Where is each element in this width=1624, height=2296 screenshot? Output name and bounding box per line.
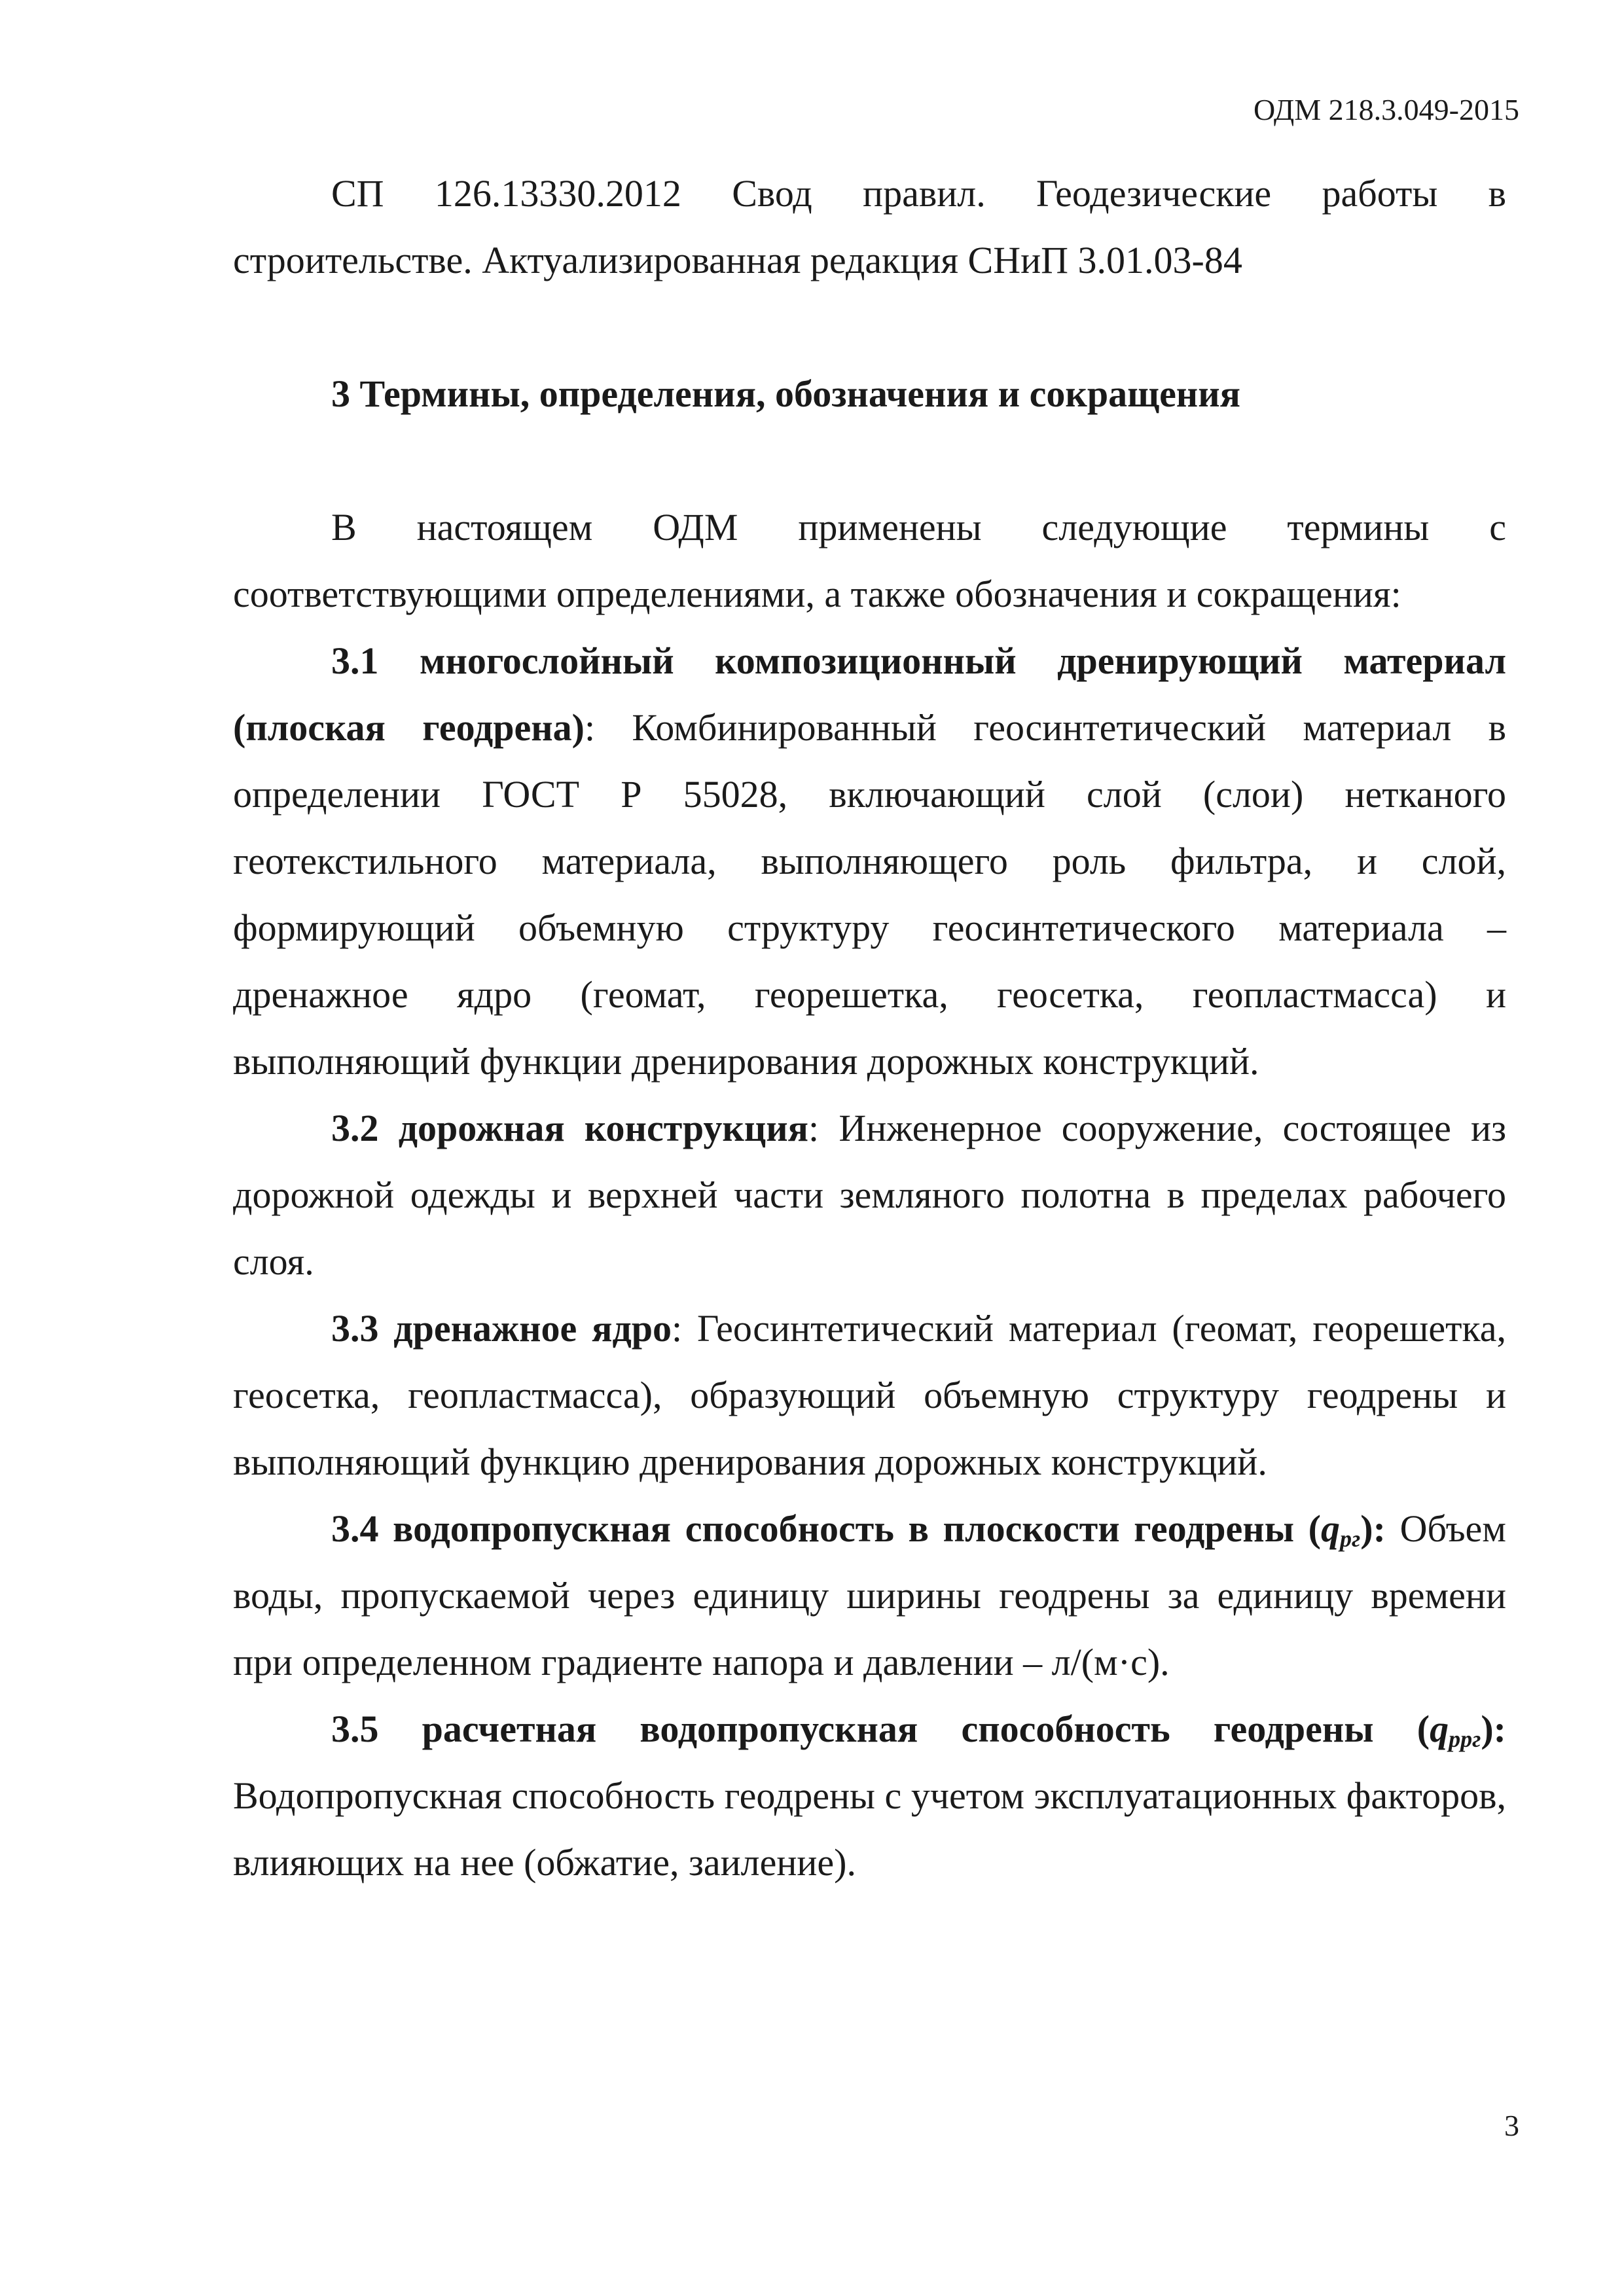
term-symbol: $q_{ppг}$ <box>1430 1708 1481 1752</box>
term-title: 3.5 расчетная водопропускная способность геодрены ( <box>331 1708 1430 1750</box>
term-entry-3-2 <box>233 1095 1506 1295</box>
term-entry-3-4 <box>233 1496 1506 1696</box>
term-definition: : Инженерное сооружение, состоящее из дорожной одежды и верхней части земляного полотна в пределах рабочего слоя. <box>233 1107 1506 1283</box>
term-symbol: $q_{pг}$ <box>1321 1507 1361 1552</box>
normative-reference: СП 126.13330.2012 Свод правил. Геодезические работы в строительстве. Актуализированная редакция СНиП 3.01.03-84 <box>233 172 1506 281</box>
term-entry-3-3 <box>233 1295 1506 1496</box>
section-intro: В настоящем ОДМ применены следующие термины с соответствующими определениями, а также обозначения и сокращения: <box>233 506 1506 615</box>
term-definition: Объем воды, пропускаемой через единицу ширины геодрены за единицу времени при определенном градиенте напора и давлении – л/(м·с). <box>233 1507 1507 1683</box>
section-heading: 3 Термины, определения, обозначения и сокращения <box>331 372 1241 415</box>
term-title-end: ): <box>1360 1507 1386 1550</box>
term-title-end: ): <box>1481 1708 1506 1750</box>
document-code: ОДМ 218.3.049-2015 <box>1253 93 1519 126</box>
term-title: 3.3 дренажное ядро <box>331 1307 672 1350</box>
term-definition: Водопропускная способность геодрены с учетом эксплуатационных факторов, влияющих на нее (обжатие, заиление). <box>233 1774 1506 1884</box>
term-title: 3.1 многослойный композиционный дренирующий материал (плоская геодрена) <box>233 639 1506 749</box>
term-definition: : Геосинтетический материал (геомат, георешетка, геосетка, геопластмасса), образующий объемную структуру геодрены и выполняющий функцию дренирования дорожных конструкций. <box>233 1307 1506 1483</box>
term-entry-3-1 <box>233 628 1506 1095</box>
page-number: 3 <box>1504 2109 1519 2142</box>
term-entry-3-5 <box>233 1696 1506 1896</box>
term-title: 3.4 водопропускная способность в плоскости геодрены ( <box>331 1507 1321 1550</box>
term-definition: : Комбинированный геосинтетический материал в определении ГОСТ Р 55028, включающий слой (слои) нетканого геотекстильного материала, выполняющего роль фильтра, и слой, формирующий объемную структуру геосинтетического материала – дренажное ядро (геомат, георешетка, геосетка, геопластмасса) и выполняющий функции дренирования дорожных конструкций. <box>233 706 1506 1083</box>
page-content <box>233 160 1506 1896</box>
term-title: 3.2 дорожная конструкция <box>331 1107 809 1149</box>
